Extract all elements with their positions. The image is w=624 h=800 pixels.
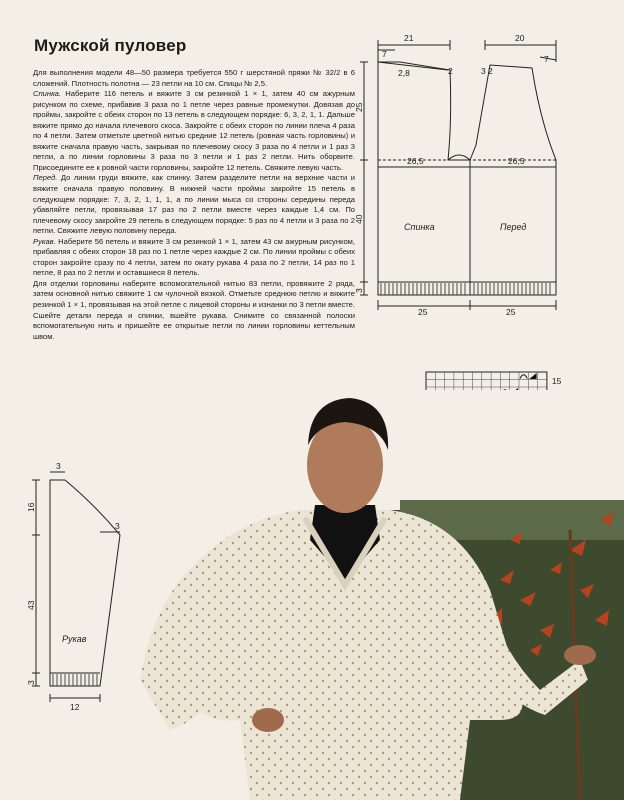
label-front: Перед: [500, 222, 527, 232]
finishing-text: Для отделки горловины наберите вспомогательной нитью 83 петли, провяжите 2 ряда, затем основной нитью свяжите 1 см чулочной вязкой. Отметьте среднюю петлю и вяжите резинкой 1 × 1, провязывая на этой петле с лицевой стороны и изнанки по 3 петли вместе. Сшейте детали переда и спинки, вшейте рукава. Снимите со связанной полоски вспомогательную нить и пришейте ее открытые петли по линии горловины кеттельным швом.: [33, 278, 355, 341]
dim-neck-left: 2,8: [398, 68, 410, 78]
dim-body-height: 40: [354, 214, 364, 224]
sleeve-label: Рукав: [62, 634, 87, 644]
dim-neck-2a: 2: [448, 66, 453, 76]
front-text: До линии груди вяжите, как спинку. Затем разделите петли на верхние части и вяжите сначала правую половину. В нижней части проймы закройте 15 петель в следующем порядке: 7, 3, 2, 1, 1, 1, а по линии мыса со стороны середины переда убавляйте петли, провязывая 17 раз по 2 петли вместе через каждые 1,4 см. По плечевому скосу закройте 29 петель в следующем порядке: 5 раз по 4 петли и 3 раза по 2 петли. Свяжите левую половину переда.: [33, 173, 355, 236]
model-photo: [140, 390, 624, 800]
intro-text: Для выполнения модели 48—50 размера требуется 550 г шерстяной пряжи № 32/2 в 6 сложений. Плотность полотна — 23 петли на 10 см. Спицы № 2,5.: [33, 68, 355, 88]
stitch-symbol: [520, 375, 527, 379]
dim-top-right: 20: [515, 33, 525, 43]
sleeve-rib: 3: [26, 680, 36, 685]
sleeve-pattern-diagram: [0, 460, 140, 720]
sleeve-text: Наберите 56 петель и вяжите 3 см резинкой 1 × 1, затем 43 см ажурным рисунком, прибавляя с обеих сторон 18 раз по 1 петле через каждые 2 см. По линии проймы с обеих сторон закройте сразу по 4 петли, затем по окату рукава 4 раза по 2 петли, 14 раз по 1 петле, 8 раз по 2 петли и оставшиеся 8 петель.: [33, 236, 355, 278]
dim-armhole-height: 25: [354, 102, 364, 112]
back-text: Наберите 116 петель и вяжите 3 см резинкой 1 × 1, затем 40 см ажурным рисунком по схеме, прибавив 3 раза по 1 петле через равные промежутки. Довязав до проймы, закройте с обеих сторон по 13 петель в следующем порядке: 6, 3, 2, 1, 1. Дальше вяжите прямо до начала плечевого скоса. Закройте с обеих сторон по линии плеча 4 раза по 4 петли. Затем отметьте цветной нитью средние 12 петель (ровная часть горловины) и вяжите сначала правую часть, закрывая по плечевому скосу 3 раза по 4 петли и 1 раз 3 петли, а по линии горловины 3 раза по 3 петли и 1 раз 2 петли. Нить оборвите. Присоедините ее к ровной части горловины, закройте 12 петель. Свяжите левую часть.: [33, 89, 355, 172]
body-pattern-diagram: [0, 0, 624, 330]
front-lead: Перед.: [33, 173, 58, 183]
stitch-symbol: [529, 373, 536, 379]
back-lead: Спинка.: [33, 89, 61, 99]
sleeve-lead: Рукав.: [33, 236, 56, 246]
dim-chest-right: 26,5: [508, 156, 525, 166]
sleeve-cap-height: 16: [26, 502, 36, 512]
dim-bottom-right: 25: [506, 307, 516, 317]
dim-top-left: 21: [404, 33, 414, 43]
sleeve-cap-step: 3: [115, 521, 120, 531]
sleeve-length: 43: [26, 600, 36, 610]
sleeve-top-width: 3: [56, 461, 61, 471]
dim-chest-left: 26,5: [407, 156, 424, 166]
row-number: 15: [551, 376, 562, 386]
dim-shoulder-right: 7: [544, 54, 549, 64]
dim-shoulder-left: 7: [382, 49, 387, 59]
dim-rib-height: 3: [354, 288, 364, 293]
label-back: Спинка: [404, 222, 435, 232]
dim-neck-2b: 2: [488, 66, 493, 76]
page-title: Мужской пуловер: [34, 36, 187, 55]
dim-bottom-left: 25: [418, 307, 428, 317]
sleeve-bottom-width: 12: [70, 702, 80, 712]
dim-neck-3: 3: [481, 66, 486, 76]
